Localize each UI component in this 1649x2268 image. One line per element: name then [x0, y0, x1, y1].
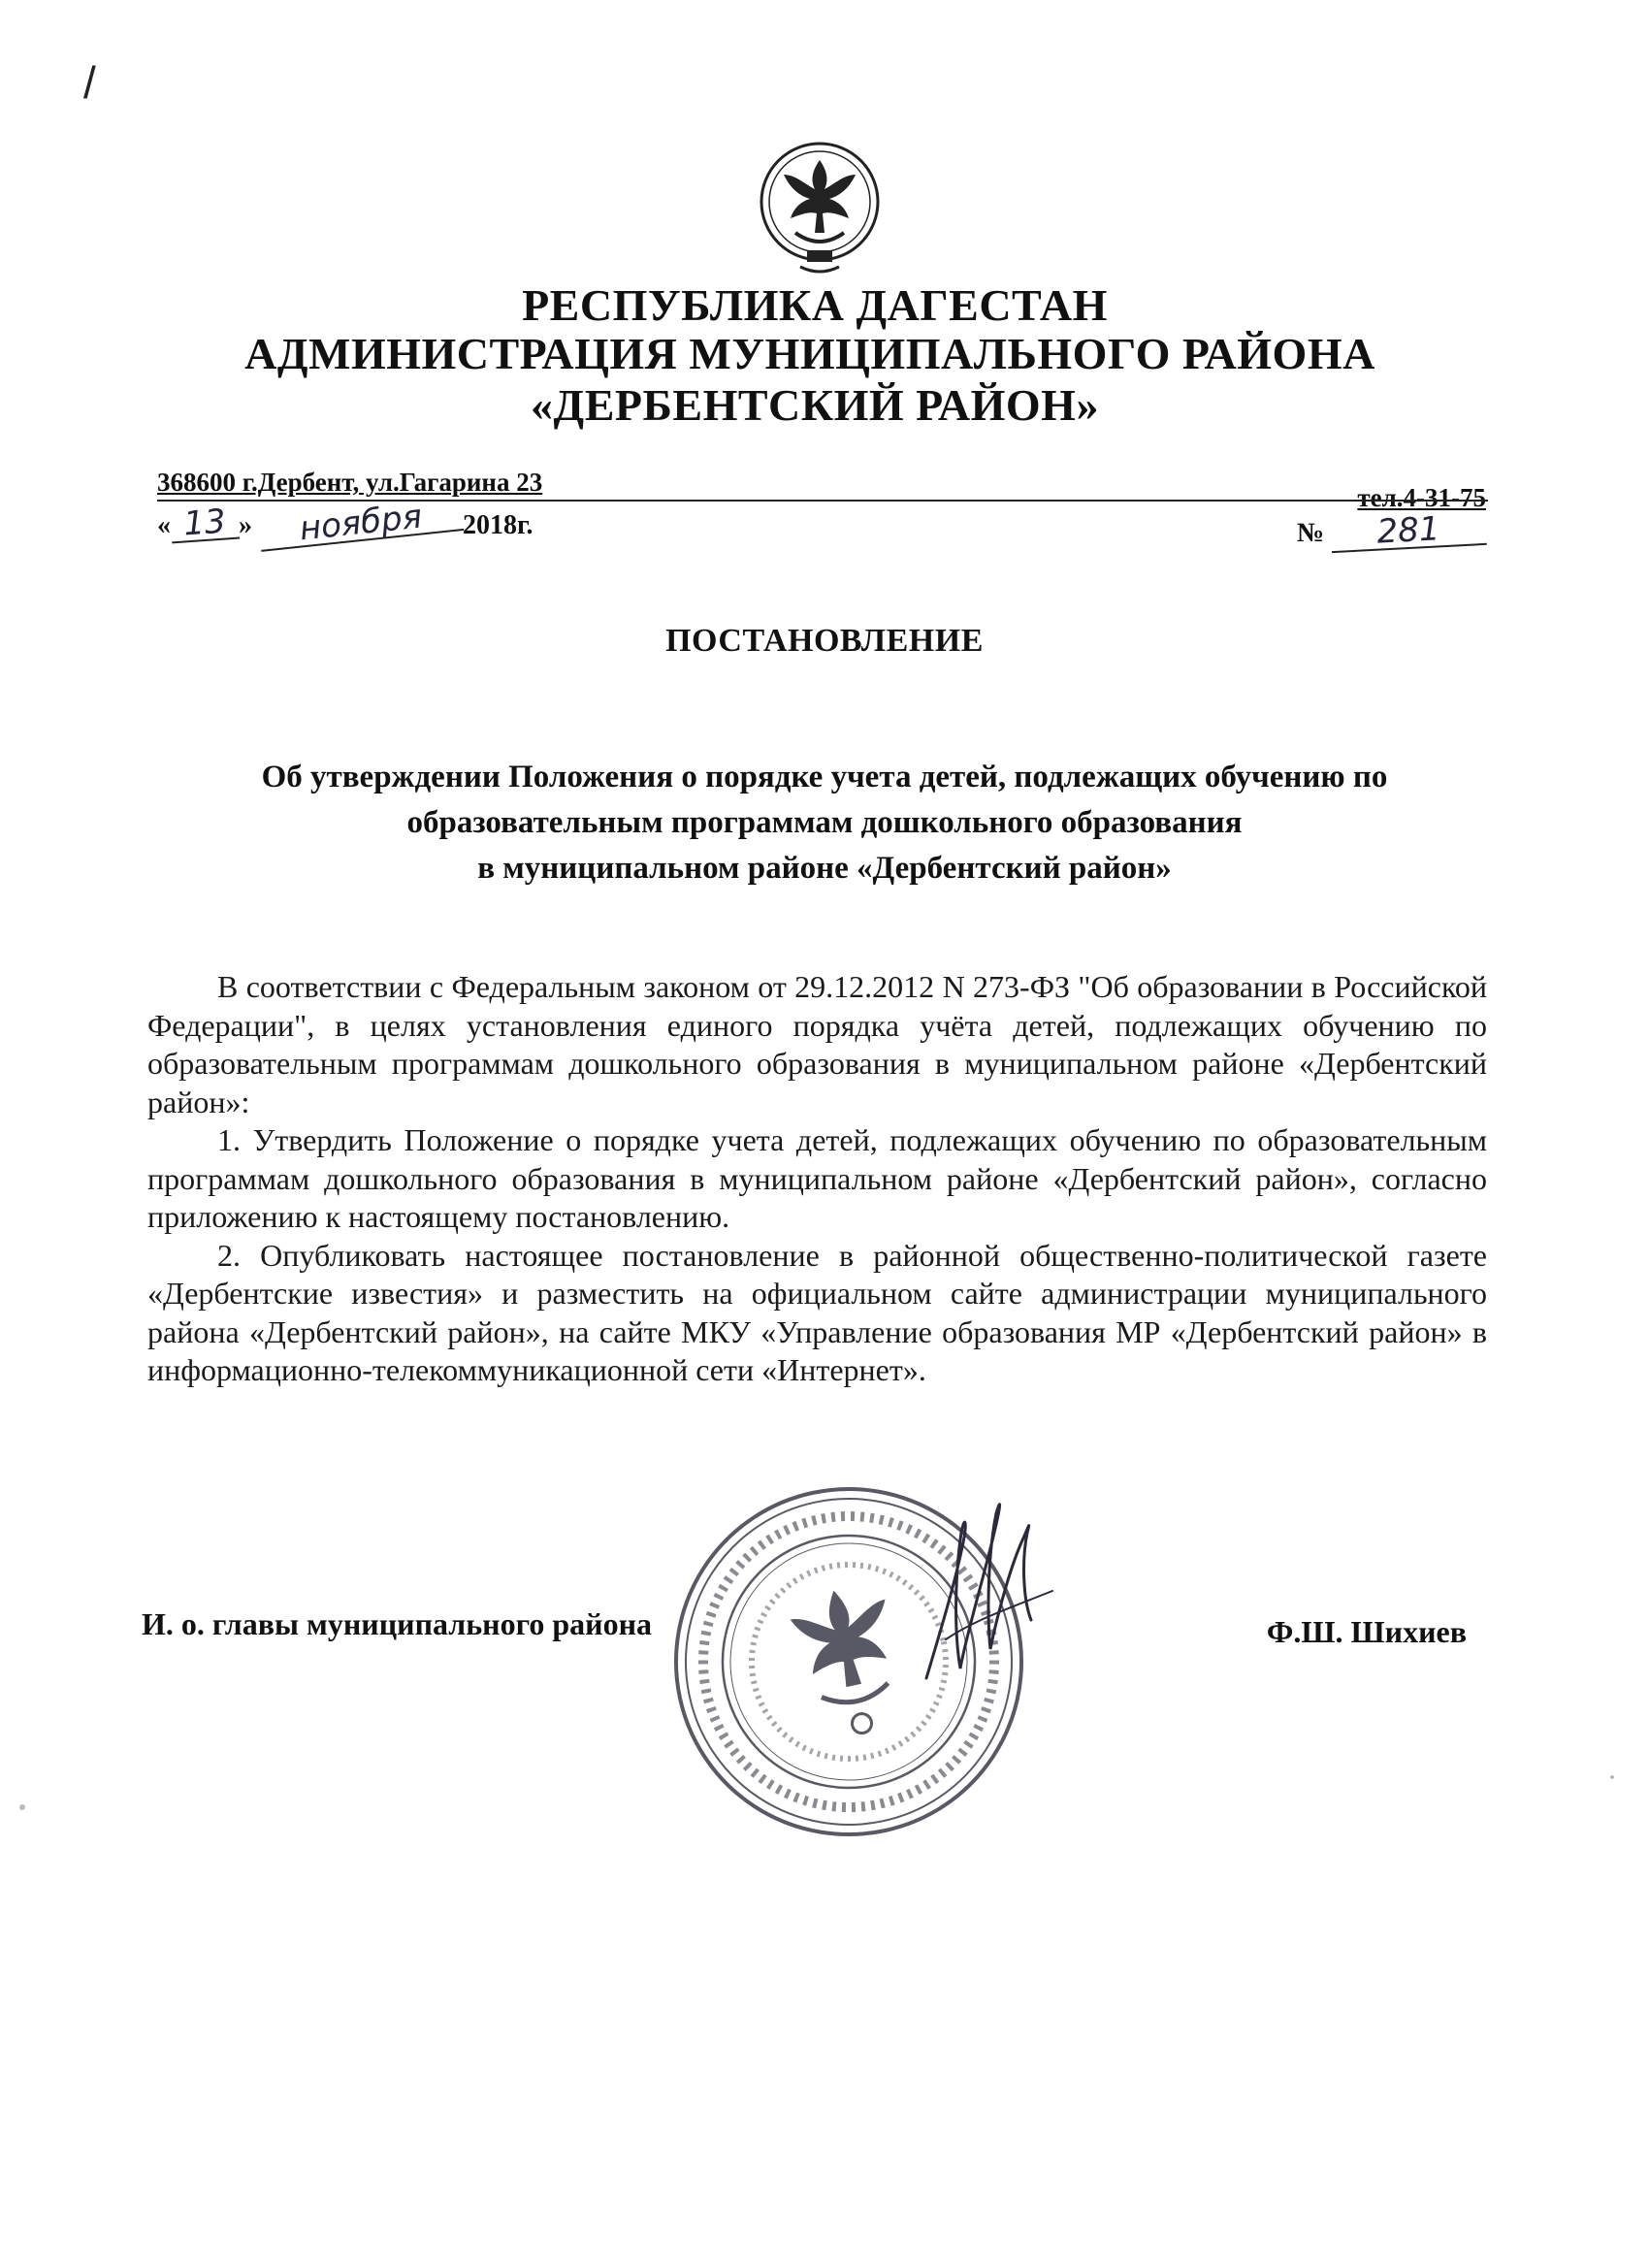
date-day: 13	[170, 504, 240, 544]
date-close-quote: »	[239, 510, 252, 540]
document-subject	[155, 755, 1494, 891]
date-open-quote: «	[157, 510, 171, 540]
document-date	[157, 497, 534, 549]
signatory-name: Ф.Ш. Шихиев	[1266, 1614, 1467, 1649]
document-body	[147, 968, 1487, 1390]
coat-of-arms-icon	[757, 136, 883, 281]
date-month: ноября	[258, 496, 465, 552]
header-district: «ДЕРБЕНТСКИЙ РАЙОН»	[531, 380, 1099, 430]
corner-mark: /	[83, 57, 96, 108]
address: 368600 г.Дербент, ул.Гагарина 23	[157, 468, 543, 497]
number-value: 281	[1330, 510, 1487, 553]
subject-line-1: Об утверждении Положения о порядке учета детей, подлежащих обучению по	[261, 760, 1388, 794]
subject-line-3: в муниципальном районе «Дербентский район»	[477, 851, 1172, 886]
scan-speck	[19, 1804, 25, 1810]
body-preamble: В соответствии с Федеральным законом от 29.12.2012 N 273-ФЗ "Об образовании в Российской Федерации", в целях установления единого порядка учёта детей, подлежащих обучению по образовательным программам дошкольного образования в муниципальном районе «Дербентский район»:	[147, 969, 1487, 1119]
document-type: ПОСТАНОВЛЕНИЕ	[665, 623, 984, 659]
body-item-1: 1. Утвердить Положение о порядке учета детей, подлежащих обучению по образовательным программам дошкольного образования в муниципальном районе «Дербентский район», согласно приложению к настоящему постановлению.	[147, 1122, 1487, 1234]
signatory-title: И. о. главы муниципального района	[142, 1606, 652, 1641]
phone: тел.4-31-75	[1357, 483, 1486, 512]
subject-line-2: образовательным программам дошкольного образования	[406, 805, 1243, 840]
number-label: №	[1296, 518, 1324, 548]
header-republic: РЕСПУБЛИКА ДАГЕСТАН	[522, 280, 1108, 330]
body-item-2: 2. Опубликовать настоящее постановление в районной общественно-политической газете «Дербентские известия» и разместить на официальном сайте администрации муниципального района «Дербентский район», на сайте МКУ «Управление образования МР «Дербентский район» в информационно-телекоммуникационной сети «Интернет».	[147, 1237, 1487, 1387]
signature-icon	[907, 1474, 1101, 1707]
header-divider	[157, 500, 1488, 502]
scan-speck	[1610, 1775, 1614, 1779]
date-year: 2018г.	[463, 510, 534, 540]
document-number	[1296, 509, 1486, 552]
header-administration: АДМИНИСТРАЦИЯ МУНИЦИПАЛЬНОГО РАЙОНА	[244, 329, 1375, 378]
